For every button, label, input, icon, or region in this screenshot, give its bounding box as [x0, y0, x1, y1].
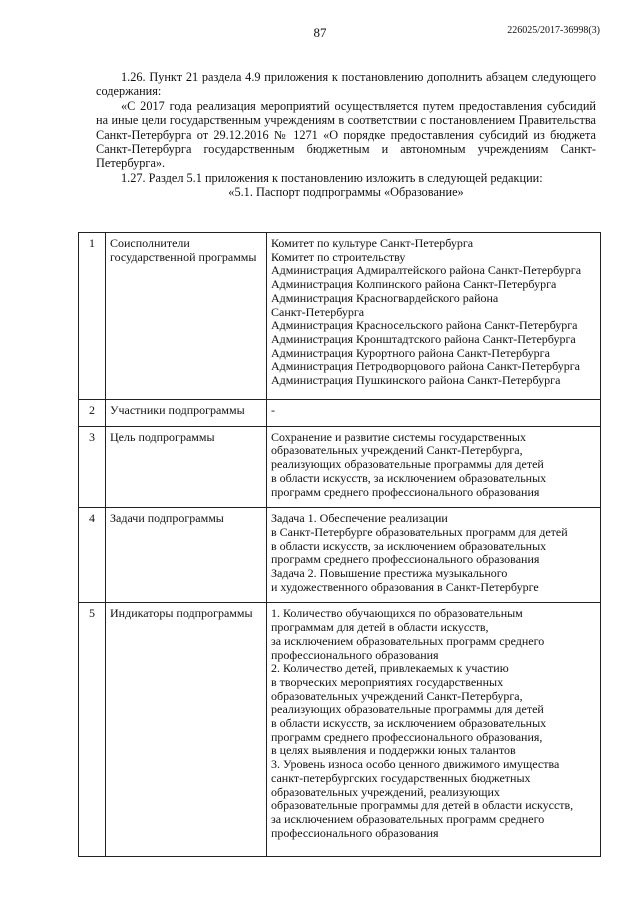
- content-line: в области искусств, за исключением образовательных: [271, 470, 547, 485]
- row-number: 1: [79, 233, 106, 400]
- content-line: программ среднего профессионального образования: [271, 552, 540, 567]
- row-name: Индикаторы подпрограммы: [106, 603, 267, 857]
- content-line: реализующих образовательные программы для детей: [271, 457, 544, 472]
- content-line: Комитет по культуре Санкт-Петербурга: [271, 236, 474, 250]
- row-name: Задачи подпрограммы: [106, 508, 267, 603]
- content-line: программ среднего профессионального образования,: [271, 729, 543, 744]
- content-line: -: [271, 403, 275, 417]
- content-line: Комитет по строительству: [271, 249, 406, 264]
- content-line: Администрация Колпинского района Санкт-Петербурга: [271, 277, 557, 292]
- content-line: в целях выявления и поддержки юных талантов: [271, 743, 516, 758]
- content-line: Администрация Красносельского района Санкт-Петербурга: [271, 318, 578, 333]
- row-content: [267, 603, 601, 857]
- row-content: [267, 400, 601, 427]
- table-row: [79, 426, 601, 508]
- paragraph-quote: «С 2017 года реализация мероприятий осуществляется путем предоставления субсидий на иные цели государственным учреждениям в соответствии с постановлением Правительства Санкт-Петербурга от 29.12.2016 № 1271 «О порядке предоставления субсидий из бюджета Санкт-Петербурга государственным бюджетным и автономным учреждениям Санкт-Петербурга».: [96, 98, 596, 171]
- content-line: Администрация Красногвардейского района: [271, 290, 499, 305]
- content-line: Санкт-Петербурга: [271, 304, 365, 319]
- content-line: 1. Количество обучающихся по образовательным: [271, 606, 523, 621]
- content-line: в области искусств, за исключением образовательных: [271, 716, 547, 731]
- content-line: Администрация Адмиралтейского района Санкт-Петербурга: [271, 263, 582, 278]
- body-text: [96, 70, 596, 200]
- content-line: образовательные программы для детей в области искусств,: [271, 798, 574, 813]
- paragraph-1-26: 1.26. Пункт 21 раздела 4.9 приложения к постановлению дополнить абзацем следующего содержания:: [96, 70, 596, 99]
- page-number: 87: [313, 25, 327, 40]
- row-number: 4: [79, 508, 106, 603]
- content-line: в Санкт-Петербурге образовательных программ для детей: [271, 524, 568, 539]
- table-row: [79, 508, 601, 603]
- content-line: санкт-петербургских государственных бюджетных: [271, 770, 531, 785]
- content-line: 2. Количество детей, привлекаемых к участию: [271, 661, 509, 676]
- document-id: 226025/2017-36998(3): [507, 25, 600, 36]
- content-line: реализующих образовательные программы для детей: [271, 702, 544, 717]
- content-line: за исключением образовательных программ среднего: [271, 633, 545, 648]
- content-line: образовательных учреждений Санкт-Петербурга,: [271, 688, 523, 703]
- content-line: и художественного образования в Санкт-Петербурге: [271, 579, 539, 594]
- content-line: 3. Уровень износа особо ценного движимого имущества: [271, 757, 560, 772]
- content-line: программ среднего профессионального образования: [271, 484, 540, 499]
- content-line: Администрация Курортного района Санкт-Петербурга: [271, 345, 550, 360]
- content-line: Администрация Пушкинского района Санкт-Петербурга: [271, 373, 561, 388]
- row-name: Цель подпрограммы: [106, 426, 267, 508]
- paragraph-1-27: 1.27. Раздел 5.1 приложения к постановлению изложить в следующей редакции:: [121, 170, 543, 185]
- content-line: в области искусств, за исключением образовательных: [271, 538, 547, 553]
- row-number: 3: [79, 426, 106, 508]
- content-line: Администрация Кронштадтского района Санкт-Петербурга: [271, 331, 576, 346]
- table-row: [79, 400, 601, 427]
- content-line: Сохранение и развитие системы государственных: [271, 429, 526, 444]
- content-line: Задача 2. Повышение престижа музыкального: [271, 566, 508, 581]
- content-line: в творческих мероприятиях государственных: [271, 674, 504, 689]
- content-line: Задача 1. Обеспечение реализации: [271, 511, 448, 526]
- content-line: за исключением образовательных программ среднего: [271, 811, 545, 826]
- content-line: профессионального образования: [271, 825, 439, 840]
- passport-table: [78, 232, 601, 857]
- content-line: Администрация Петродворцового района Санкт-Петербурга: [271, 359, 581, 374]
- row-name: Соисполнители государственной программы: [106, 233, 267, 400]
- table-row: [79, 233, 601, 400]
- row-content: [267, 233, 601, 400]
- row-name: Участники подпрограммы: [106, 400, 267, 427]
- content-line: образовательных учреждений Санкт-Петербурга,: [271, 443, 523, 458]
- row-number: 5: [79, 603, 106, 857]
- row-content: [267, 426, 601, 508]
- row-number: 2: [79, 400, 106, 427]
- row-content: [267, 508, 601, 603]
- content-line: программам для детей в области искусств,: [271, 620, 489, 635]
- content-line: образовательных учреждений, реализующих: [271, 784, 500, 799]
- table-row: [79, 603, 601, 857]
- section-title: «5.1. Паспорт подпрограммы «Образование»: [228, 185, 464, 200]
- content-line: профессионального образования: [271, 647, 439, 662]
